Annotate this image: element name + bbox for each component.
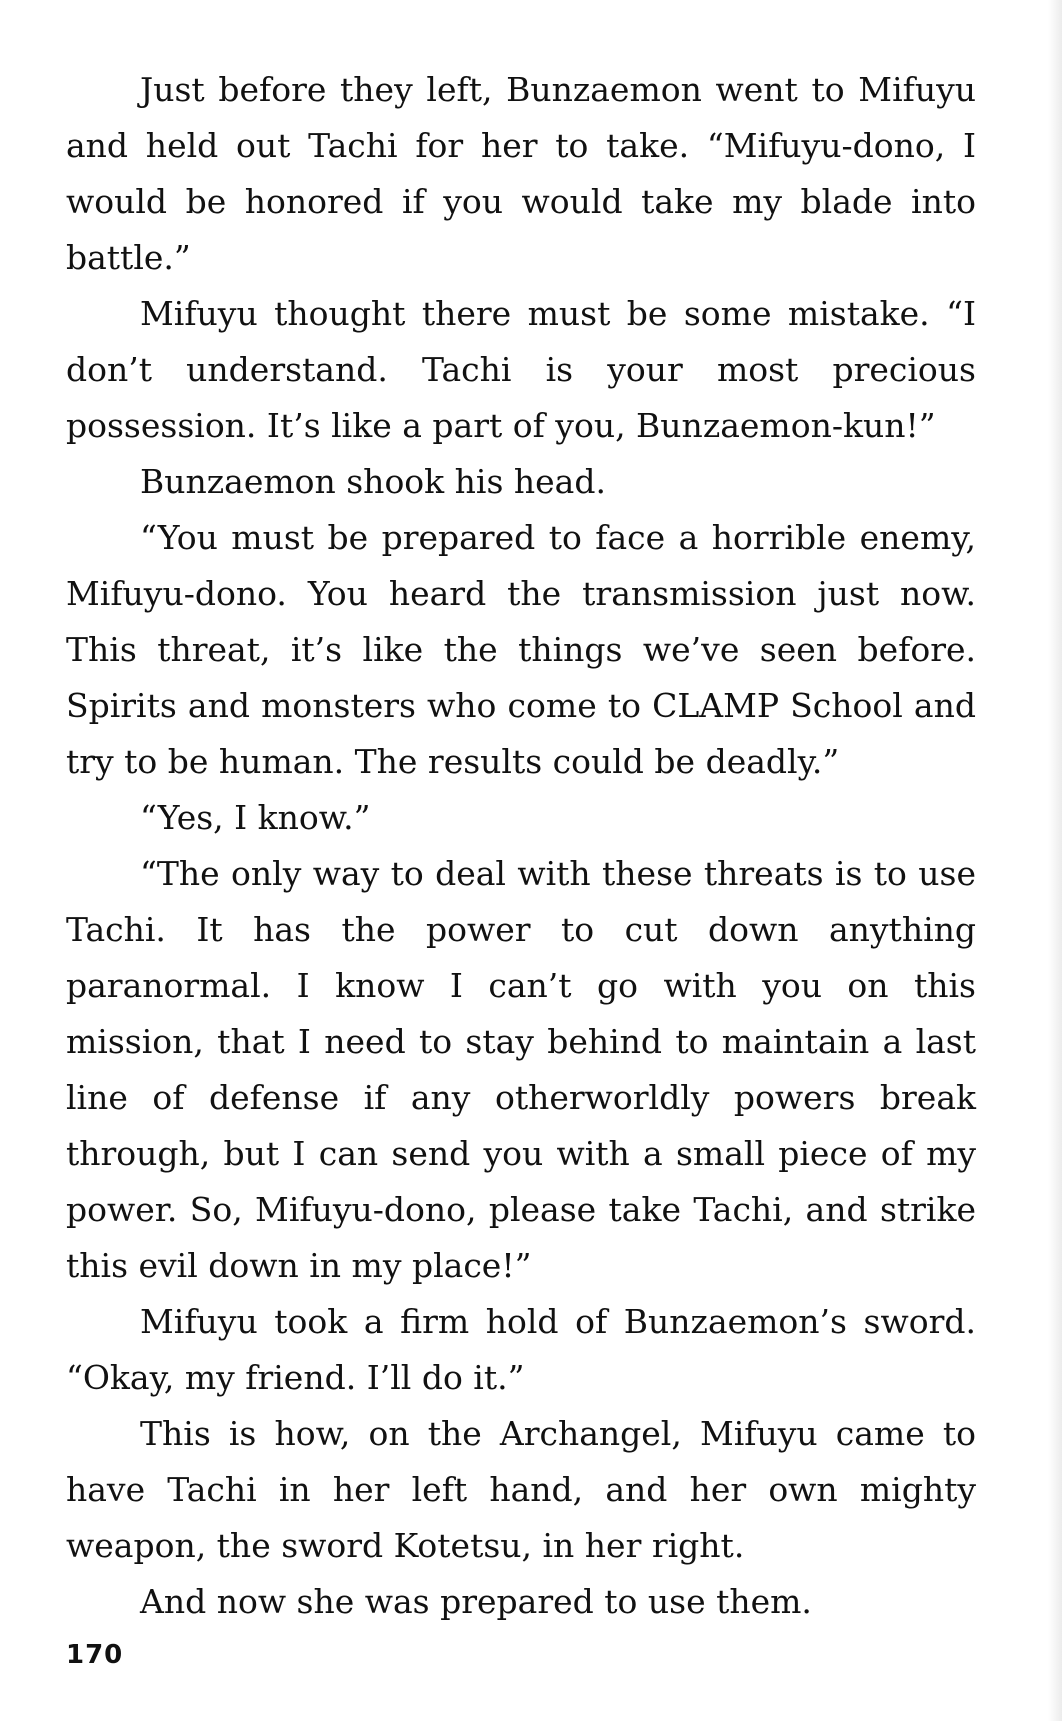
paragraph-5: “Yes, I know.” <box>140 798 371 837</box>
paragraph-9: And now she was prepared to use them. <box>140 1582 812 1621</box>
paragraph-2: Mifuyu thought there must be some mistake. “I don’t understand. Tachi is your most precious possession. It’s like a part of you, Bunzaemon-kun!” <box>66 294 976 445</box>
body-text <box>66 62 976 1630</box>
paragraph-1: Just before they left, Bunzaemon went to Mifuyu and held out Tachi for her to take. “Mifuyu-dono, I would be honored if you would take my blade into battle.” <box>66 70 976 277</box>
paragraph-3: Bunzaemon shook his head. <box>140 462 606 501</box>
paragraph-4: “You must be prepared to face a horrible enemy, Mifuyu-dono. You heard the transmission just now. This threat, it’s like the things we’ve seen before. Spirits and monsters who come to CLAMP School and try to be human. The results could be deadly.” <box>66 518 976 781</box>
paragraph-6: “The only way to deal with these threats is to use Tachi. It has the power to cut down anything paranormal. I know I can’t go with you on this mission, that I need to stay behind to maintain a last line of defense if any otherworldly powers break through, but I can send you with a small piece of my power. So, Mifuyu-dono, please take Tachi, and strike this evil down in my place!” <box>66 854 976 1285</box>
paragraph-7: Mifuyu took a firm hold of Bunzaemon’s sword. “Okay, my friend. I’ll do it.” <box>66 1302 976 1397</box>
page-edge-shadow <box>1048 0 1062 1721</box>
page-number: 170 <box>66 1640 124 1670</box>
paragraph-8: This is how, on the Archangel, Mifuyu came to have Tachi in her left hand, and her own mighty weapon, the sword Kotetsu, in her right. <box>66 1414 976 1565</box>
